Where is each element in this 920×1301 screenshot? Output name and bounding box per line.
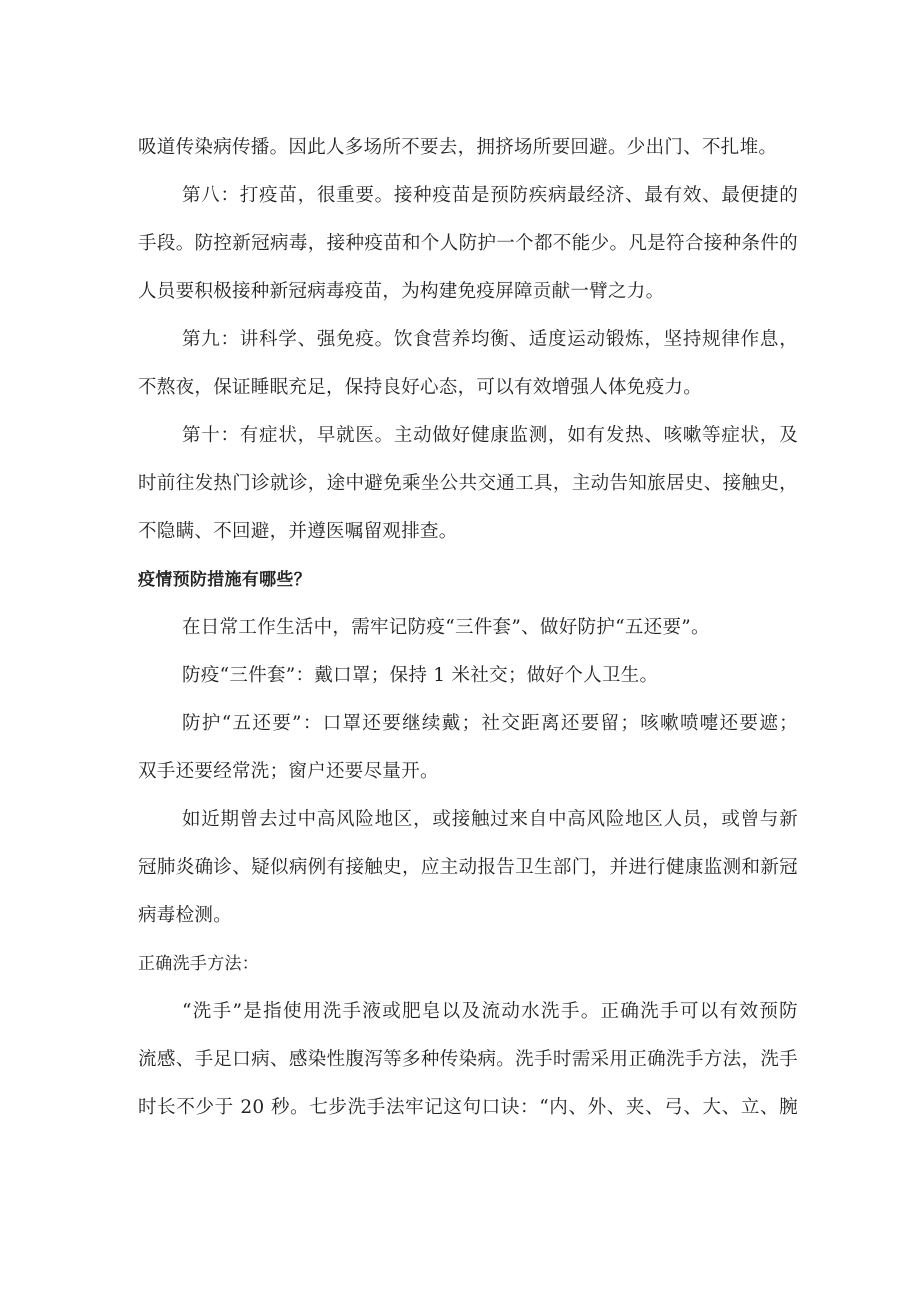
paragraph-line: 冠肺炎确诊、疑似病例有接触史，应主动报告卫生部门，并进行健康监测和新冠 xyxy=(138,857,798,878)
paragraph-line: 双手还要经常洗；窗户还要尽量开。 xyxy=(138,761,439,782)
paragraph-line: “洗手”是指使用洗手液或肥皂以及流动水洗手。正确洗手可以有效预防 xyxy=(182,1001,798,1022)
paragraph-line: 防疫“三件套”：戴口罩；保持 1 米社交；做好个人卫生。 xyxy=(182,665,659,686)
paragraph-line: 病毒检测。 xyxy=(138,905,233,926)
paragraph-line: 时前往发热门诊就诊，途中避免乘坐公共交通工具，主动告知旅居史、接触史， xyxy=(138,473,798,494)
paragraph-line: 时长不少于 20 秒。七步洗手法牢记这句口诀：“内、外、夹、弓、大、立、腕 xyxy=(138,1097,798,1118)
paragraph-line: 吸道传染病传播。因此人多场所不要去，拥挤场所要回避。少出门、不扎堆。 xyxy=(138,137,778,158)
paragraph-line: 第十：有症状，早就医。主动做好健康监测，如有发热、咳嗽等症状，及 xyxy=(182,425,798,446)
paragraph-line: 流感、手足口病、感染性腹泻等多种传染病。洗手时需采用正确洗手方法，洗手 xyxy=(138,1049,798,1070)
paragraph-line: 在日常工作生活中，需牢记防疫“三件套”、做好防护“五还要”。 xyxy=(182,617,710,638)
paragraph-line: 不熬夜，保证睡眠充足，保持良好心态，可以有效增强人体免疫力。 xyxy=(138,377,703,398)
paragraph-line: 手段。防控新冠病毒，接种疫苗和个人防护一个都不能少。凡是符合接种条件的 xyxy=(138,233,798,254)
section-label: 正确洗手方法： xyxy=(138,954,260,974)
paragraph-line: 第九：讲科学、强免疫。饮食营养均衡、适度运动锻炼，坚持规律作息， xyxy=(182,329,798,350)
paragraph-line: 如近期曾去过中高风险地区，或接触过来自中高风险地区人员，或曾与新 xyxy=(182,809,798,830)
paragraph-line: 人员要积极接种新冠病毒疫苗，为构建免疫屏障贡献一臂之力。 xyxy=(138,281,665,302)
section-heading: 疫情预防措施有哪些？ xyxy=(138,570,311,590)
paragraph-line: 不隐瞒、不回避，并遵医嘱留观排查。 xyxy=(138,521,458,542)
paragraph-line: 第八：打疫苗，很重要。接种疫苗是预防疾病最经济、最有效、最便捷的 xyxy=(182,185,798,206)
paragraph-line: 防护“五还要”：口罩还要继续戴；社交距离还要留；咳嗽喷嚏还要遮； xyxy=(182,713,798,734)
